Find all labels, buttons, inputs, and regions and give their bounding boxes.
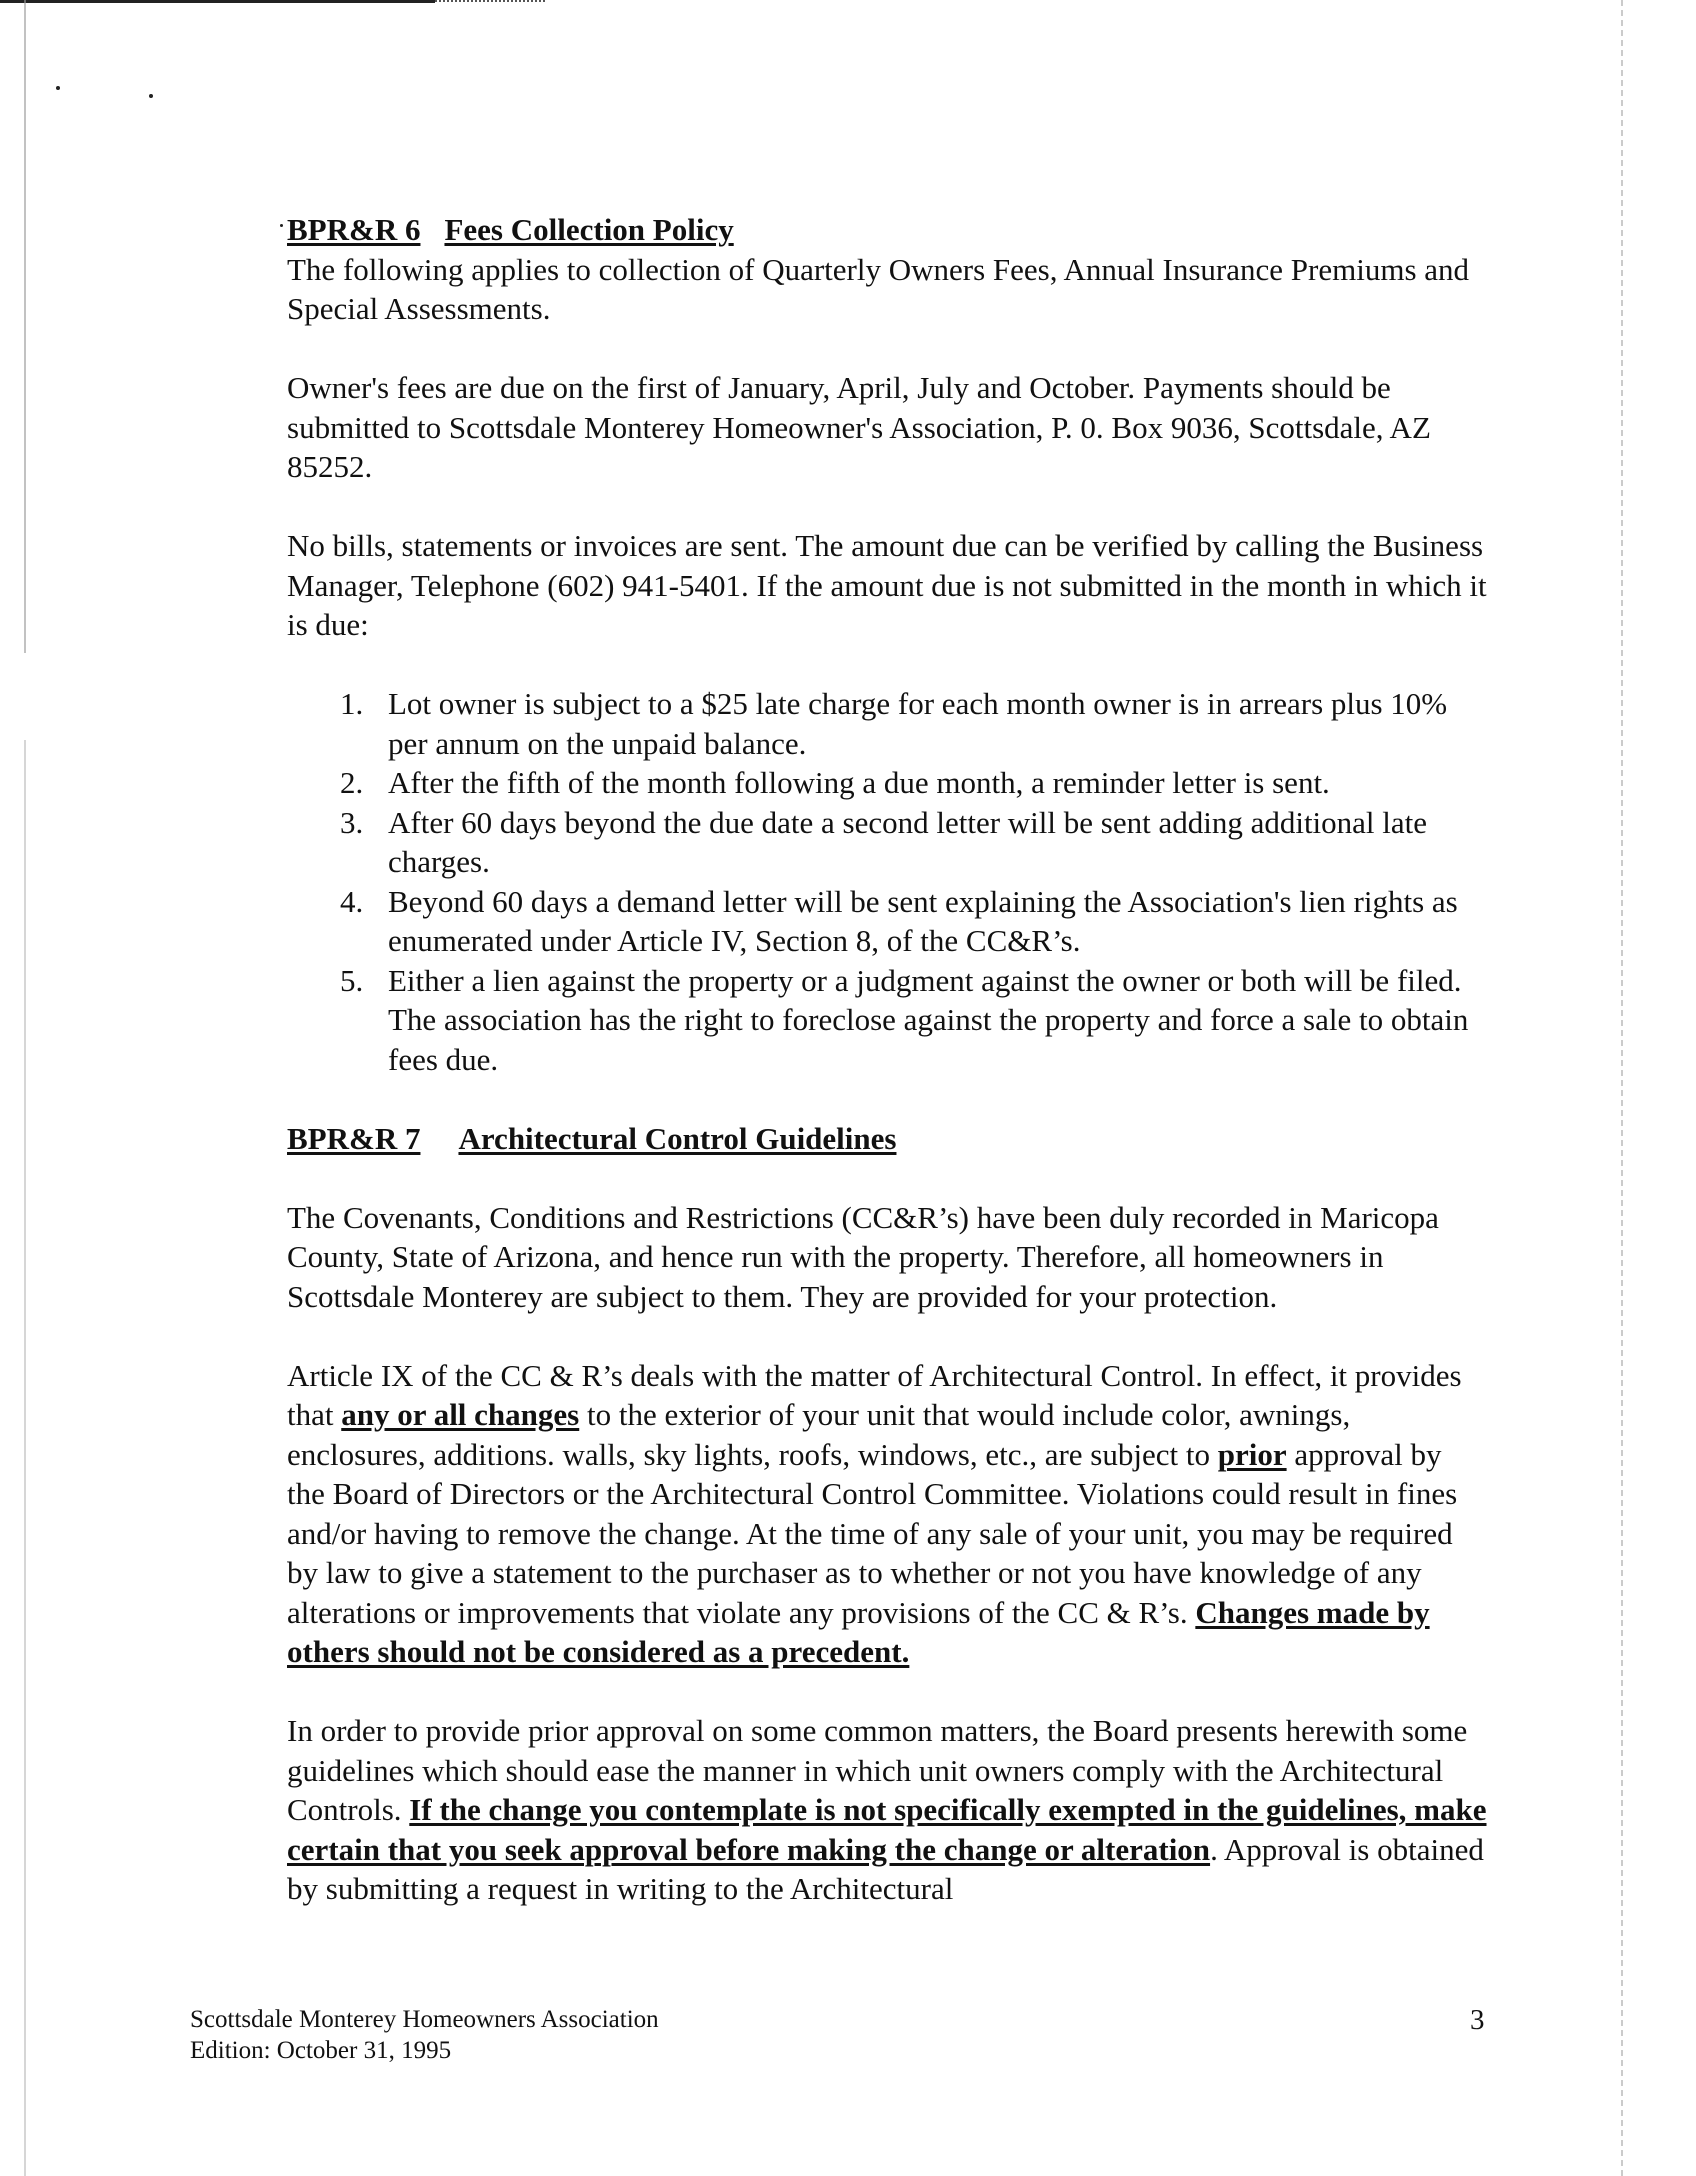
list-item-text: Lot owner is subject to a $25 late charge for each month owner is in arrears plus 10% per annum on the unpaid balance. [388,686,1448,761]
section-6-title: Fees Collection Policy [444,212,734,247]
scan-artifact-top-line [0,0,435,3]
footer-organization: Scottsdale Monterey Homeowners Association [190,2006,659,2033]
page-number: 3 [1470,2004,1485,2036]
scan-speck [149,94,153,98]
article-ix-paragraph [287,1356,1487,1672]
emphasis-prior: prior [1217,1436,1287,1472]
scan-artifact-top-dash [435,0,545,4]
list-item-number: 2. [340,765,364,800]
list-item [340,763,1487,803]
list-item-text: Either a lien against the property or a judgment against the owner or both will be filed. The association has the right to foreclose against the property and force a sale to obtain fees due. [388,962,1469,1077]
list-item-number: 3. [340,804,364,840]
section-7-heading [287,1119,1487,1159]
section-6-code: BPR&R 6 [287,212,421,247]
article-text: approval by the Board of Directors or the Architectural Control Committee. Violations could result in fines and/or having to remove the change. At the time of any sale of your unit, you may be required by law to give a statement to the purchaser as to whether or not you have knowledge of any alterations or improvements that violate any provisions of the CC & R’s. [287,1436,1458,1630]
list-item [340,882,1487,961]
list-item [340,961,1487,1080]
list-item [340,803,1487,882]
article-text: to the exterior of your unit that would include color, awnings, enclosures, additions. walls, sky lights, roofs, windows, etc., are subject to [287,1397,1351,1472]
footer-edition: Edition: October 31, 1995 [190,2037,452,2064]
scan-artifact-right-edge [1621,0,1625,2176]
section-7-title: Architectural Control Guidelines [458,1120,897,1156]
fees-due-paragraph: Owner's fees are due on the first of January, April, July and October. Payments should be submitted to Scottsdale Monterey Homeowner's Association, P. 0. Box 9036, Scottsdale, AZ 85252. [287,370,1431,484]
no-bills-paragraph: No bills, statements or invoices are sent. The amount due can be verified by calling the Business Manager, Telephone (602) 941-5401. If the amount due is not submitted in the month in which it is due: [287,528,1487,642]
page-footer [190,2004,659,2066]
guidelines-paragraph [287,1711,1487,1909]
guidelines-text: . Approval is obtained by submitting a request in writing to the Architectural [287,1831,1484,1906]
emphasis-precedent: Changes made by others should not be considered as a precedent. [287,1594,1430,1669]
list-item-text: After 60 days beyond the due date a second letter will be sent adding additional late charges. [388,804,1428,879]
section-7-code: BPR&R 7 [287,1120,421,1156]
emphasis-seek-approval: If the change you contemplate is not specifically exempted in the guidelines, make certain that you seek approval before making the change or alteration [287,1792,1487,1867]
scan-artifact-left-edge [24,0,26,2176]
list-item-number: 4. [340,883,364,919]
list-item-number: 1. [340,686,364,721]
article-text: Article IX of the CC & R’s deals with the matter of Architectural Control. In effect, it provides that [287,1357,1462,1432]
document-body [287,210,1487,1909]
covenants-paragraph: The Covenants, Conditions and Restrictions (CC&R’s) have been duly recorded in Maricopa County, State of Arizona, and hence run with the property. Therefore, all homeowners in Scottsdale Monterey are subject to them. They are provided for your protection. [287,1199,1439,1314]
list-item-text: Beyond 60 days a demand letter will be sent explaining the Association's lien rights as enumerated under Article IV, Section 8, of the CC&R’s. [388,883,1458,958]
guidelines-text: In order to provide prior approval on some common matters, the Board presents herewith some guidelines which should ease the manner in which unit owners comply with the Architectural Controls. [287,1713,1468,1827]
section-6-intro: The following applies to collection of Quarterly Owners Fees, Annual Insurance Premiums and Special Assessments. [287,251,1470,326]
list-item-number: 5. [340,962,364,998]
list-item-text: After the fifth of the month following a due month, a reminder letter is sent. [388,765,1330,800]
list-item [340,684,1487,763]
collection-steps-list [287,684,1487,1079]
section-6-heading [287,210,1487,250]
scan-speck [56,86,60,90]
emphasis-any-or-all-changes: any or all changes [341,1397,580,1432]
scan-speck [280,224,283,227]
